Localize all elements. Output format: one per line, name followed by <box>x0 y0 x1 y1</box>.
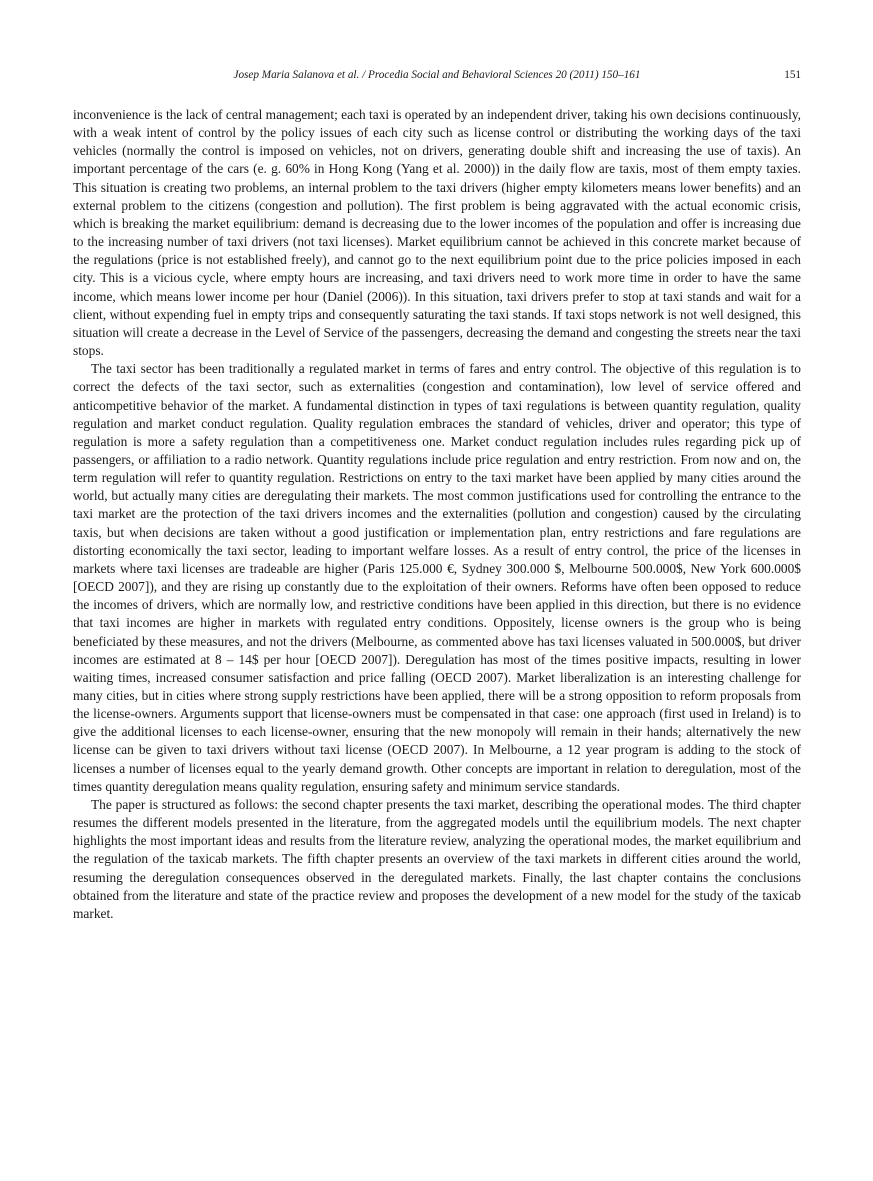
article-body <box>73 106 801 923</box>
paragraph-regulation: The taxi sector has been traditionally a regulated market in terms of fares and entry control. The objective of this regulation is to correct the defects of the taxi sector, such as externalities (congestion and contamination), low level of service offered and anticompetitive behavior of the market. A fundamental distinction in types of taxi regulations is between quantity regulation, quality regulation and market conduct regulation. Quality regulation embraces the standard of vehicles, driver and operator; this type of regulation is more a safety regulation than a competitiveness one. Market conduct regulation includes rules regarding pick up of passengers, or affiliation to a radio network. Quantity regulations include price regulation and entry restriction. From now and on, the term regulation will refer to quantity regulation. Restrictions on entry to the taxi market have been applied by many cities around the world, but actually many cities are deregulating their markets. The most common justifications used for controlling the entrance to the taxi market are the protection of the taxi drivers incomes and the externalities (pollution and congestion) caused by the circulating taxis, but when decisions are taken without a good justification or implementation plan, entry restrictions and fare regulations are distorting economically the taxi sector, leading to important welfare losses. As a result of entry control, the price of the licenses in markets where taxi licenses are tradeable are higher (Paris 125.000 €, Sydney 300.000 $, Melbourne 500.000$, New York 600.000$ [OECD 2007]), and they are rising up constantly due to the exploitation of their owners. Reforms have often been opposed to reduce the incomes of drivers, which are normally low, and restrictive conditions have been applied in this direction, but there is no evidence that taxi incomes are higher in markets with regulated entry conditions. Oppositely, license owners is the group who is being beneficiated by these measures, and not the drivers (Melbourne, as commented above has taxi licenses valuated in 500.000$, but driver incomes are estimated at 8 – 14$ per hour [OECD 2007]). Deregulation has most of the times positive impacts, resulting in lower waiting times, increased consumer satisfaction and price falling (OECD 2007). Market liberalization is an interesting challenge for many cities, but in cities where strong supply restrictions have been applied, there will be a strong opposition to reform proposals from the license-owners. Arguments support that license-owners must be compensated in that case: one approach (first used in Ireland) is to give the additional licenses to each license-owner, ensuring that the new monopoly will remain in their hands; alternatively the new license can be given to taxi drivers without taxi license (OECD 2007). In Melbourne, a 12 year program is adding to the stock of licenses a number of licenses equal to the yearly demand growth. Other concepts are important in relation to deregulation, most of the times quantity deregulation means quality regulation, ensuring safety and minimum service standards. <box>73 361 801 794</box>
paragraph-structure: The paper is structured as follows: the second chapter presents the taxi market, describing the operational modes. The third chapter resumes the different models presented in the literature, from the aggregated models until the equilibrium models. The next chapter highlights the most important ideas and results from the literature review, analyzing the operational modes, the market equilibrium and the regulation of the taxicab markets. The fifth chapter presents an overview of the taxi markets in different cities around the world, resuming the deregulation consequences observed in the deregulated markets. Finally, the last chapter contains the conclusions obtained from the literature and state of the practice review and proposes the development of a new model for the study of the taxicab market. <box>73 796 801 921</box>
paragraph-continuation: inconvenience is the lack of central management; each taxi is operated by an independent driver, taking his own decisions continuously, with a weak intent of control by the policy issues of each city such as license control or distributing the working days of the taxi vehicles (normally the control is imposed on vehicles, not on drivers, generating double shift and increasing the use of taxis). An important percentage of the cars (e. g. 60% in Hong Kong (Yang et al. 2000)) in the daily flow are taxis, most of them empty taxies. This situation is creating two problems, an internal problem to the taxi drivers (higher empty kilometers means lower benefits) and an external problem to the citizens (congestion and pollution). The first problem is being aggravated with the actual economic crisis, which is breaking the market equilibrium: demand is decreasing due to the lower incomes of the population and offer is increasing due to the increasing number of taxi drivers (not taxi licenses). Market equilibrium cannot be achieved in this concrete market because of the regulations (price is not established freely), and cannot go to the next equilibrium point due to the price policies imposed in each city. This is a vicious cycle, where empty hours are increasing, and taxi drivers need to work more time in order to have the same income, which means lower income per hour (Daniel (2006)). In this situation, taxi drivers prefer to stop at taxi stands and wait for a client, without expending fuel in empty trips and consequently saturating the taxi stands. If taxi stops network is not well designed, this situation will create a decrease in the Level of Service of the passengers, decreasing the demand and congesting the streets near the taxi stops. <box>73 107 801 359</box>
page-number: 151 <box>784 69 801 81</box>
journal-citation: Josep Maria Salanova et al. / Procedia Social and Behavioral Sciences 20 (2011) 150–161 <box>233 69 641 81</box>
running-header <box>73 69 801 87</box>
